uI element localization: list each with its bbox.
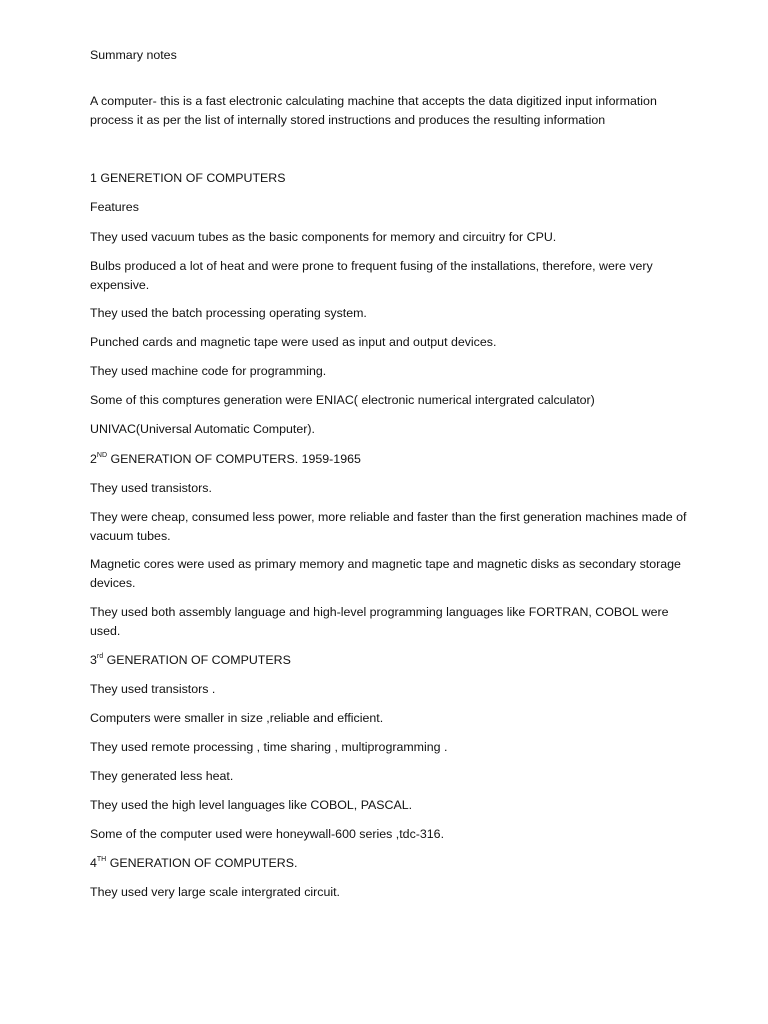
gen3-item: Some of the computer used were honeywall-600 series ,tdc-316. (90, 827, 445, 841)
gen2-item: They were cheap, consumed less power, more reliable and faster than the first generation machines made of vacuum tubes. (90, 510, 687, 543)
gen2-item: Magnetic cores were used as primary memory and magnetic tape and magnetic disks as secondary storage devices. (90, 557, 681, 590)
gen4-heading-rest: GENERATION OF COMPUTERS. (106, 856, 298, 870)
gen1-item: UNIVAC(Universal Automatic Computer). (90, 422, 315, 436)
gen2-item: They used both assembly language and high-level programming languages like FORTRAN, COBOL were used. (90, 605, 669, 638)
gen2-heading-num: 2 (90, 452, 97, 466)
gen2-heading (90, 450, 690, 469)
gen1-item: Bulbs produced a lot of heat and were prone to frequent fusing of the installations, therefore, were very expensive. (90, 259, 653, 292)
gen3-heading-num: 3 (90, 653, 97, 667)
gen1-item: They used the batch processing operating system. (90, 306, 367, 320)
gen3-heading-rest: GENERATION OF COMPUTERS (103, 653, 291, 667)
gen2-heading-rest: GENERATION OF COMPUTERS. 1959-1965 (107, 452, 361, 466)
gen4-heading (90, 854, 690, 873)
gen3-item: They used the high level languages like COBOL, PASCAL. (90, 798, 413, 812)
gen3-heading-sup: rd (96, 652, 104, 660)
document-title: Summary notes (90, 48, 177, 62)
gen3-item: They used transistors . (90, 682, 216, 696)
gen3-heading (90, 651, 690, 670)
gen3-item: Computers were smaller in size ,reliable and efficient. (90, 711, 384, 725)
gen3-item: They used remote processing , time sharing , multiprogramming . (90, 740, 448, 754)
intro-paragraph: A computer- this is a fast electronic calculating machine that accepts the data digitized input information process it as per the list of internally stored instructions and produces the resulting information (90, 94, 657, 127)
gen1-item: Punched cards and magnetic tape were used as input and output devices. (90, 335, 497, 349)
gen3-item: They generated less heat. (90, 769, 234, 783)
gen4-item: They used very large scale intergrated circuit. (90, 885, 340, 899)
gen1-item: They used machine code for programming. (90, 364, 327, 378)
gen1-item: They used vacuum tubes as the basic components for memory and circuitry for CPU. (90, 230, 557, 244)
gen1-item: Some of this comptures generation were ENIAC( electronic numerical intergrated calculator) (90, 393, 595, 407)
gen2-item: They used transistors. (90, 481, 212, 495)
gen4-heading-num: 4 (90, 856, 97, 870)
gen2-heading-sup: ND (96, 451, 108, 459)
gen1-heading: 1 GENERETION OF COMPUTERS (90, 171, 286, 185)
features-label: Features (90, 200, 139, 214)
gen4-heading-sup: TH (96, 855, 107, 863)
